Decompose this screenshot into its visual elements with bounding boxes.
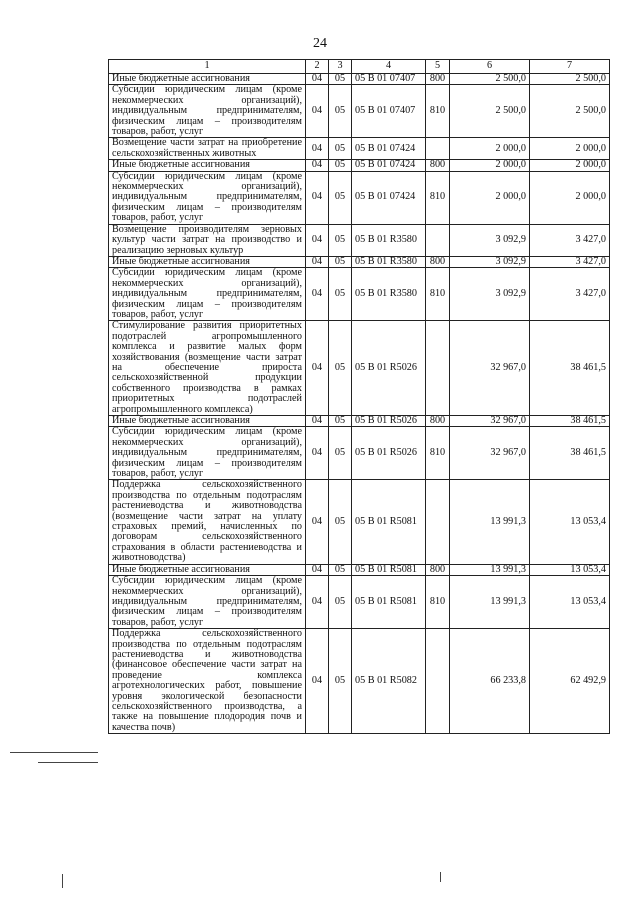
row-description: Иные бюджетные ассигнования — [109, 564, 306, 575]
amount-year-2: 3 427,0 — [530, 268, 610, 321]
column-header: 5 — [426, 60, 450, 74]
expense-type-code: 810 — [426, 576, 450, 629]
subsection-code: 05 — [329, 85, 352, 138]
row-description: Субсидии юридическим лицам (кроме некоммерческих организаций), индивидуальным предпринимателям, физическим лицам – производителям товаров, работ, услуг — [109, 576, 306, 629]
column-header: 4 — [352, 60, 426, 74]
target-article-code: 05 B 01 R5026 — [352, 416, 426, 427]
page-number: 24 — [313, 36, 327, 51]
row-description: Поддержка сельскохозяйственного производства по отдельным подотраслям растениеводства и животноводства (возмещение части затрат на уплату страховых премий, начисленных по договорам сельскохозяйственного страхования в области растениеводства и животноводства) — [109, 480, 306, 564]
section-code: 04 — [306, 629, 329, 734]
amount-year-2: 13 053,4 — [530, 576, 610, 629]
amount-year-1: 3 092,9 — [450, 256, 530, 267]
target-article-code: 05 B 01 R5026 — [352, 321, 426, 416]
target-article-code: 05 B 01 R5026 — [352, 427, 426, 480]
amount-year-2: 38 461,5 — [530, 427, 610, 480]
subsection-code: 05 — [329, 427, 352, 480]
subsection-code: 05 — [329, 576, 352, 629]
margin-scan-mark — [62, 874, 63, 888]
target-article-code: 05 B 01 07424 — [352, 138, 426, 160]
row-description: Субсидии юридическим лицам (кроме некоммерческих организаций), индивидуальным предпринимателям, физическим лицам – производителям товаров, работ, услуг — [109, 171, 306, 224]
subsection-code: 05 — [329, 268, 352, 321]
table-row — [109, 85, 610, 138]
table-row — [109, 74, 610, 85]
table-row — [109, 160, 610, 171]
target-article-code: 05 B 01 07407 — [352, 74, 426, 85]
row-description: Субсидии юридическим лицам (кроме некоммерческих организаций), индивидуальным предпринимателям, физическим лицам – производителям товаров, работ, услуг — [109, 85, 306, 138]
column-header: 2 — [306, 60, 329, 74]
section-code: 04 — [306, 427, 329, 480]
amount-year-2: 3 427,0 — [530, 256, 610, 267]
table-row — [109, 564, 610, 575]
amount-year-1: 32 967,0 — [450, 321, 530, 416]
amount-year-2: 3 427,0 — [530, 224, 610, 256]
section-code: 04 — [306, 416, 329, 427]
amount-year-1: 32 967,0 — [450, 416, 530, 427]
expense-type-code — [426, 138, 450, 160]
target-article-code: 05 B 01 R3580 — [352, 224, 426, 256]
table-row — [109, 138, 610, 160]
column-header: 6 — [450, 60, 530, 74]
expense-type-code — [426, 224, 450, 256]
column-header: 7 — [530, 60, 610, 74]
row-description: Возмещение части затрат на приобретение сельскохозяйственных животных — [109, 138, 306, 160]
subsection-code: 05 — [329, 224, 352, 256]
amount-year-1: 3 092,9 — [450, 268, 530, 321]
amount-year-1: 66 233,8 — [450, 629, 530, 734]
target-article-code: 05 B 01 R3580 — [352, 256, 426, 267]
amount-year-1: 2 500,0 — [450, 85, 530, 138]
column-header: 1 — [109, 60, 306, 74]
amount-year-2: 2 500,0 — [530, 74, 610, 85]
target-article-code: 05 B 01 07407 — [352, 85, 426, 138]
amount-year-2: 62 492,9 — [530, 629, 610, 734]
target-article-code: 05 B 01 R3580 — [352, 268, 426, 321]
row-description: Субсидии юридическим лицам (кроме некоммерческих организаций), индивидуальным предпринимателям, физическим лицам – производителям товаров, работ, услуг — [109, 268, 306, 321]
amount-year-2: 13 053,4 — [530, 480, 610, 564]
amount-year-1: 2 000,0 — [450, 160, 530, 171]
expense-type-code: 810 — [426, 427, 450, 480]
margin-scan-line — [10, 752, 98, 753]
section-code: 04 — [306, 74, 329, 85]
section-code: 04 — [306, 480, 329, 564]
section-code: 04 — [306, 171, 329, 224]
expense-type-code: 800 — [426, 256, 450, 267]
expense-type-code: 810 — [426, 268, 450, 321]
section-code: 04 — [306, 160, 329, 171]
row-description: Иные бюджетные ассигнования — [109, 416, 306, 427]
amount-year-2: 2 000,0 — [530, 138, 610, 160]
row-description: Иные бюджетные ассигнования — [109, 74, 306, 85]
amount-year-1: 2 500,0 — [450, 74, 530, 85]
amount-year-2: 13 053,4 — [530, 564, 610, 575]
row-description: Иные бюджетные ассигнования — [109, 256, 306, 267]
amount-year-1: 13 991,3 — [450, 576, 530, 629]
expense-type-code — [426, 629, 450, 734]
amount-year-1: 13 991,3 — [450, 564, 530, 575]
target-article-code: 05 B 01 R5081 — [352, 480, 426, 564]
target-article-code: 05 B 01 R5081 — [352, 576, 426, 629]
subsection-code: 05 — [329, 138, 352, 160]
target-article-code: 05 B 01 R5082 — [352, 629, 426, 734]
amount-year-2: 2 500,0 — [530, 85, 610, 138]
subsection-code: 05 — [329, 171, 352, 224]
section-code: 04 — [306, 85, 329, 138]
row-description: Поддержка сельскохозяйственного производства по отдельным подотраслям растениеводства и животноводства (финансовое обеспечение части затрат на проведение комплекса агротехнологических работ, повышение уровня экологической безопасности сельскохозяйственного производства, а также на повышение плодородия почв и качества почв) — [109, 629, 306, 734]
expense-type-code: 810 — [426, 85, 450, 138]
section-code: 04 — [306, 256, 329, 267]
amount-year-1: 32 967,0 — [450, 427, 530, 480]
table-row — [109, 427, 610, 480]
table-row — [109, 224, 610, 256]
subsection-code: 05 — [329, 321, 352, 416]
expense-type-code — [426, 480, 450, 564]
header-row — [109, 60, 610, 74]
section-code: 04 — [306, 138, 329, 160]
subsection-code: 05 — [329, 480, 352, 564]
table-row — [109, 171, 610, 224]
subsection-code: 05 — [329, 564, 352, 575]
section-code: 04 — [306, 224, 329, 256]
target-article-code: 05 B 01 R5081 — [352, 564, 426, 575]
amount-year-2: 38 461,5 — [530, 321, 610, 416]
margin-scan-line — [38, 762, 98, 763]
amount-year-1: 2 000,0 — [450, 171, 530, 224]
subsection-code: 05 — [329, 256, 352, 267]
expense-type-code: 800 — [426, 74, 450, 85]
target-article-code: 05 B 01 07424 — [352, 160, 426, 171]
table-row — [109, 576, 610, 629]
amount-year-1: 2 000,0 — [450, 138, 530, 160]
row-description: Возмещение производителям зерновых культур части затрат на производство и реализацию зерновых культур — [109, 224, 306, 256]
table-row — [109, 321, 610, 416]
table-row — [109, 268, 610, 321]
column-header: 3 — [329, 60, 352, 74]
table-row — [109, 416, 610, 427]
section-code: 04 — [306, 576, 329, 629]
subsection-code: 05 — [329, 74, 352, 85]
table-row — [109, 480, 610, 564]
table-row — [109, 629, 610, 734]
expense-type-code: 800 — [426, 160, 450, 171]
margin-scan-mark — [440, 872, 441, 882]
section-code: 04 — [306, 321, 329, 416]
amount-year-2: 2 000,0 — [530, 171, 610, 224]
section-code: 04 — [306, 268, 329, 321]
section-code: 04 — [306, 564, 329, 575]
subsection-code: 05 — [329, 160, 352, 171]
table-row — [109, 256, 610, 267]
target-article-code: 05 B 01 07424 — [352, 171, 426, 224]
expense-type-code: 800 — [426, 564, 450, 575]
expense-type-code — [426, 321, 450, 416]
budget-table — [108, 59, 610, 734]
subsection-code: 05 — [329, 416, 352, 427]
subsection-code: 05 — [329, 629, 352, 734]
amount-year-2: 38 461,5 — [530, 416, 610, 427]
amount-year-2: 2 000,0 — [530, 160, 610, 171]
amount-year-1: 3 092,9 — [450, 224, 530, 256]
amount-year-1: 13 991,3 — [450, 480, 530, 564]
row-description: Иные бюджетные ассигнования — [109, 160, 306, 171]
expense-type-code: 810 — [426, 171, 450, 224]
row-description: Стимулирование развития приоритетных подотраслей агропромышленного комплекса и развитие малых форм хозяйствования (возмещение части затрат на обеспечение прироста сельскохозяйственной продукции собственного производства в рамках приоритетных подотраслей агропромышленного комплекса) — [109, 321, 306, 416]
row-description: Субсидии юридическим лицам (кроме некоммерческих организаций), индивидуальным предпринимателям, физическим лицам – производителям товаров, работ, услуг — [109, 427, 306, 480]
expense-type-code: 800 — [426, 416, 450, 427]
